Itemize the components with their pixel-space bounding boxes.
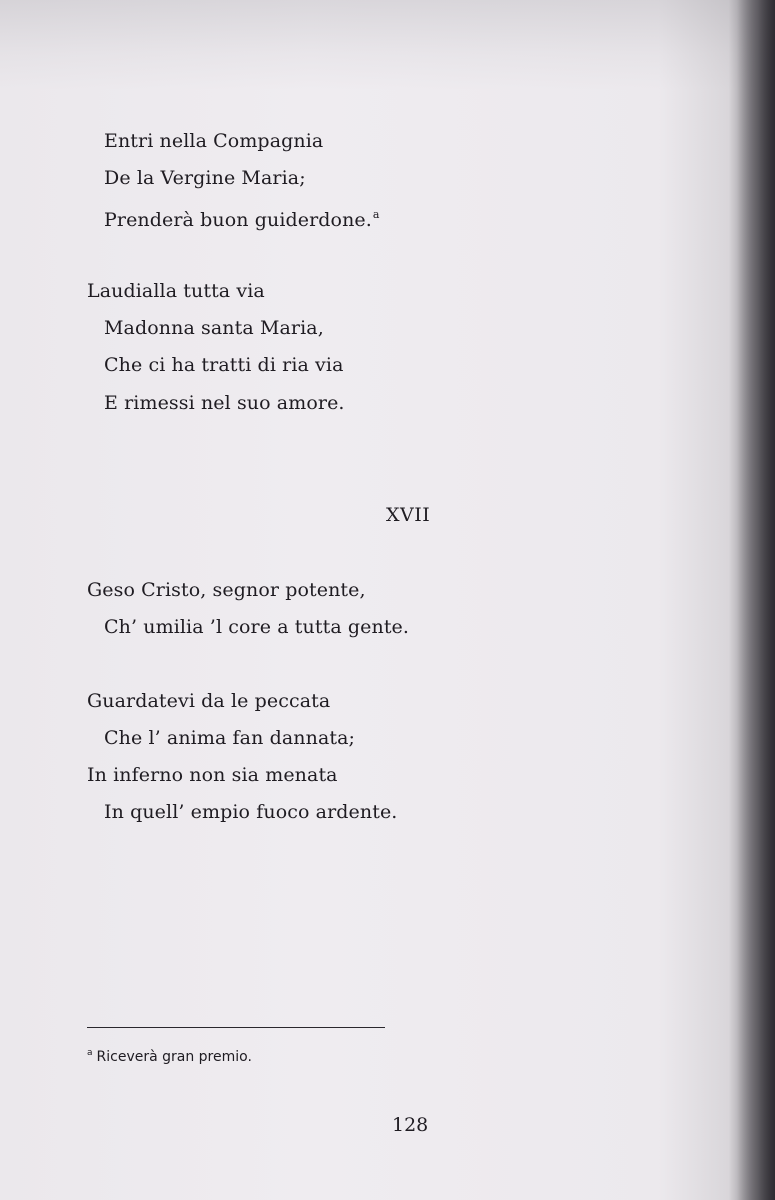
verse-line: Che l’ anima fan dannata; xyxy=(104,727,356,749)
verse-line: Madonna santa Maria, xyxy=(104,317,324,339)
section-heading: XVII xyxy=(386,504,431,526)
verse-line: Laudialla tutta via xyxy=(87,280,265,302)
verse-line: De la Vergine Maria; xyxy=(104,167,306,189)
footnote-text: Riceverà gran premio. xyxy=(96,1049,252,1065)
verse-line: Prenderà buon guiderdone.$^a$ xyxy=(104,208,380,231)
verse-line: Che ci ha tratti di ria via xyxy=(104,354,344,376)
footnote-marker: a xyxy=(87,1048,93,1058)
verse-line: Guardatevi da le peccata xyxy=(87,690,331,712)
footnote-marker: a xyxy=(372,208,380,221)
verse-line: Entri nella Compagnia xyxy=(104,130,324,152)
verse-line: E rimessi nel suo amore. xyxy=(104,392,345,414)
verse-line: Ch’ umilia ’l core a tutta gente. xyxy=(104,616,410,638)
verse-line: Geso Cristo, segnor potente, xyxy=(87,579,366,601)
footnote-divider xyxy=(87,1027,385,1028)
verse-line: In quell’ empio fuoco ardente. xyxy=(104,801,398,823)
page-edge-shadow xyxy=(737,0,775,1200)
verse-line: In inferno non sia menata xyxy=(87,764,338,786)
footnote xyxy=(87,1044,252,1066)
page-number: 128 xyxy=(392,1114,429,1136)
